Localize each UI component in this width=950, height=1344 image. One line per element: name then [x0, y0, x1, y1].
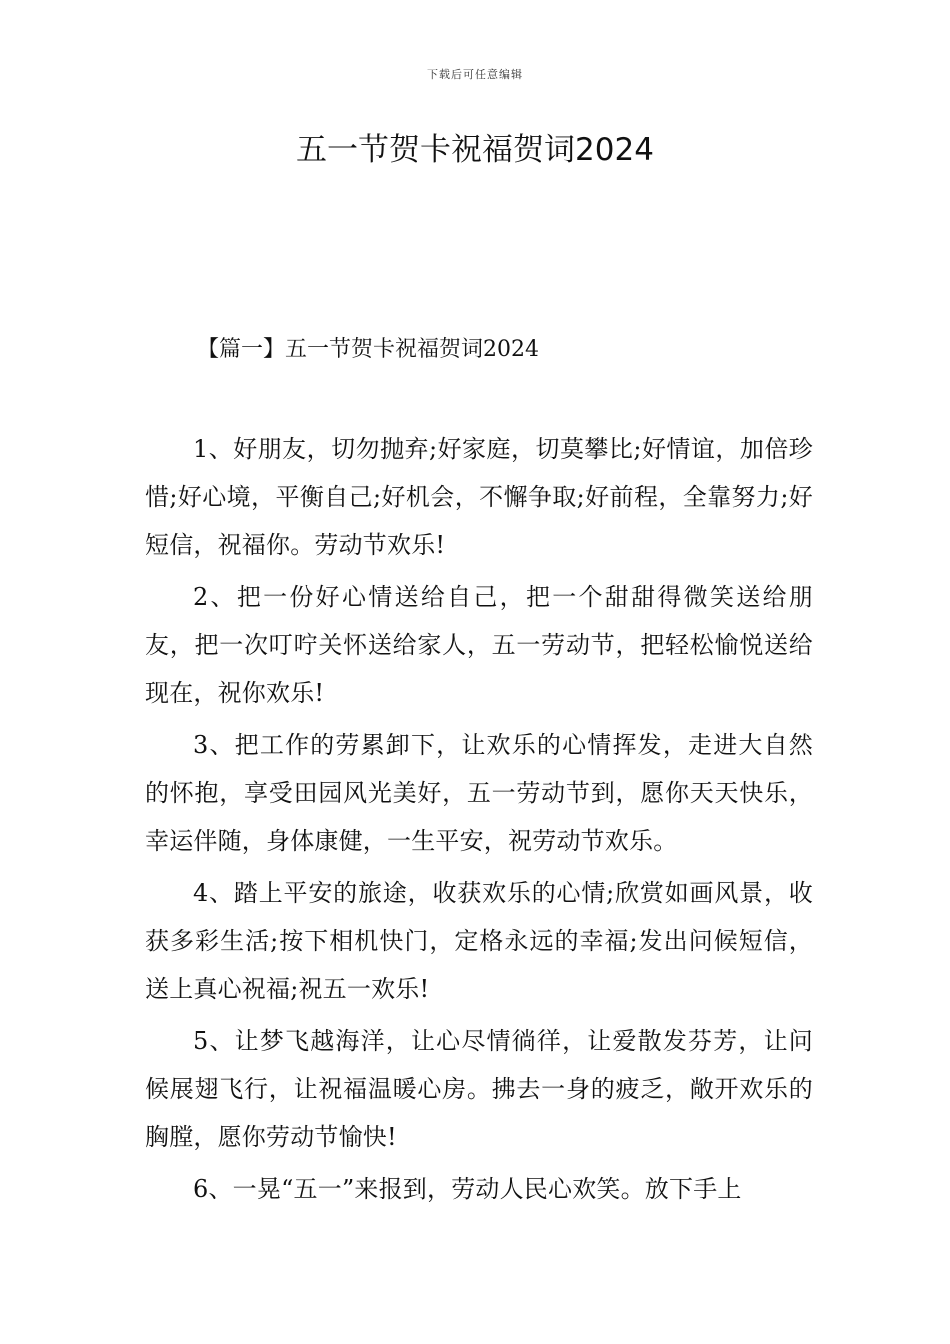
document-title: 五一节贺卡祝福贺词2024	[296, 132, 654, 168]
paragraph-5: 5、让梦飞越海洋，让心尽情徜徉，让爱散发芬芳，让问候展翅飞行，让祝福温暖心房。拂去一身的疲乏，敞开欢乐的胸膛，愿你劳动节愉快!	[145, 1027, 813, 1151]
header-note: 下载后可任意编辑	[427, 68, 523, 81]
paragraph-2: 2、把一份好心情送给自己，把一个甜甜得微笑送给朋友，把一次叮咛关怀送给家人，五一劳动节，把轻松愉悦送给现在，祝你欢乐!	[145, 583, 813, 707]
body-text	[145, 425, 813, 1217]
paragraph-1: 1、好朋友，切勿抛弃;好家庭，切莫攀比;好情谊，加倍珍惜;好心境，平衡自己;好机会，不懈争取;好前程，全靠努力;好短信，祝福你。劳动节欢乐!	[145, 435, 813, 559]
section-heading: 【篇一】五一节贺卡祝福贺词2024	[197, 337, 539, 362]
paragraph-4: 4、踏上平安的旅途，收获欢乐的心情;欣赏如画风景，收获多彩生活;按下相机快门，定格永远的幸福;发出问候短信，送上真心祝福;祝五一欢乐!	[145, 879, 813, 1003]
paragraph-6: 6、一晃“五一”来报到，劳动人民心欢笑。放下手上	[193, 1175, 742, 1203]
paragraph-3: 3、把工作的劳累卸下，让欢乐的心情挥发，走进大自然的怀抱，享受田园风光美好，五一劳动节到，愿你天天快乐，幸运伴随，身体康健，一生平安，祝劳动节欢乐。	[145, 731, 813, 855]
